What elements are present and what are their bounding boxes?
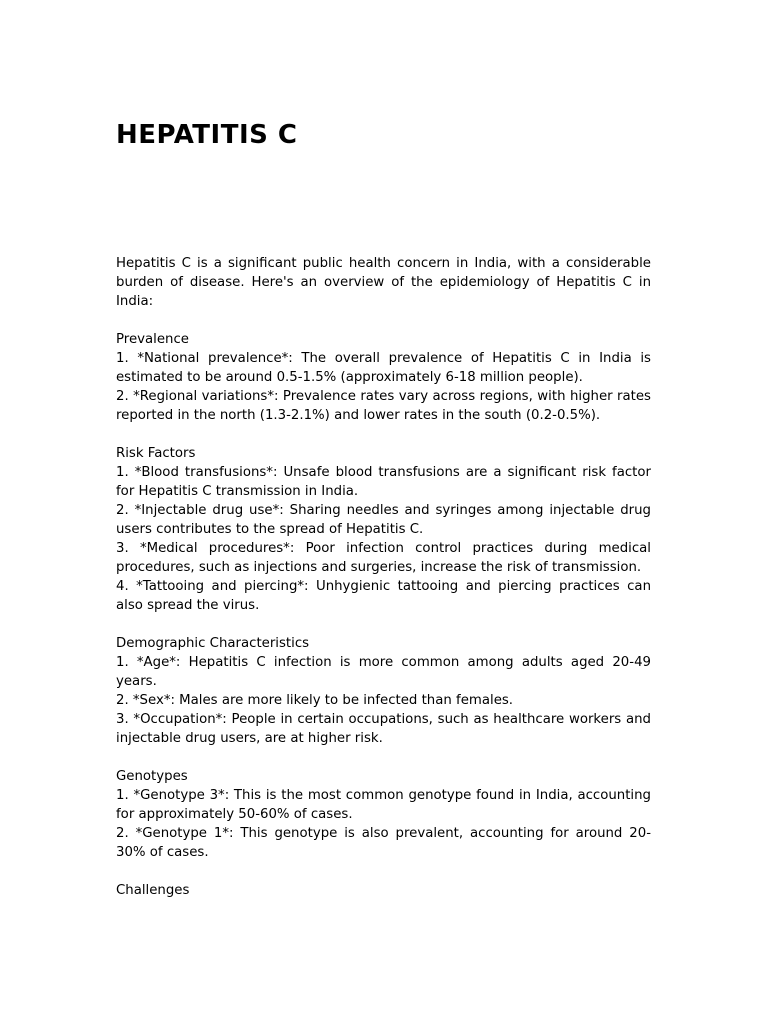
- list-item: 2. *Injectable drug use*: Sharing needles and syringes among injectable drug users contributes to the spread of Hepatitis C.: [116, 503, 651, 537]
- list-item: 1. *National prevalence*: The overall prevalence of Hepatitis C in India is estimated to be around 0.5-1.5% (approximately 6-18 million people).: [116, 351, 651, 385]
- list-item: 1. *Genotype 3*: This is the most common genotype found in India, accounting for approximately 50-60% of cases.: [116, 788, 651, 822]
- list-item: 3. *Medical procedures*: Poor infection control practices during medical procedures, such as injections and surgeries, increase the risk of transmission.: [116, 541, 651, 575]
- section-risk-factors: [116, 444, 651, 615]
- section-heading: Prevalence: [116, 332, 189, 347]
- list-item: 1. *Blood transfusions*: Unsafe blood transfusions are a significant risk factor for Hepatitis C transmission in India.: [116, 465, 651, 499]
- section-demographic-characteristics: [116, 634, 651, 748]
- section-genotypes: [116, 767, 651, 862]
- document-title: HEPATITIS C: [116, 120, 298, 150]
- document-body: [116, 254, 651, 900]
- list-item: 2. *Sex*: Males are more likely to be infected than females.: [116, 693, 514, 708]
- list-item: 1. *Age*: Hepatitis C infection is more common among adults aged 20-49 years.: [116, 655, 651, 689]
- intro-paragraph: Hepatitis C is a significant public health concern in India, with a considerable burden of disease. Here's an overview of the epidemiology of Hepatitis C in India:: [116, 256, 651, 309]
- list-item: 3. *Occupation*: People in certain occupations, such as healthcare workers and injectable drug users, are at higher risk.: [116, 712, 651, 746]
- list-item: 4. *Tattooing and piercing*: Unhygienic tattooing and piercing practices can also spread the virus.: [116, 579, 651, 613]
- list-item: 2. *Regional variations*: Prevalence rates vary across regions, with higher rates reported in the north (1.3-2.1%) and lower rates in the south (0.2-0.5%).: [116, 389, 651, 423]
- section-heading: Challenges: [116, 883, 190, 898]
- list-item: 2. *Genotype 1*: This genotype is also prevalent, accounting for around 20-30% of cases.: [116, 826, 651, 860]
- section-heading: Risk Factors: [116, 446, 196, 461]
- section-prevalence: [116, 330, 651, 425]
- section-heading: Genotypes: [116, 769, 188, 784]
- section-challenges: [116, 881, 651, 900]
- section-heading: Demographic Characteristics: [116, 636, 310, 651]
